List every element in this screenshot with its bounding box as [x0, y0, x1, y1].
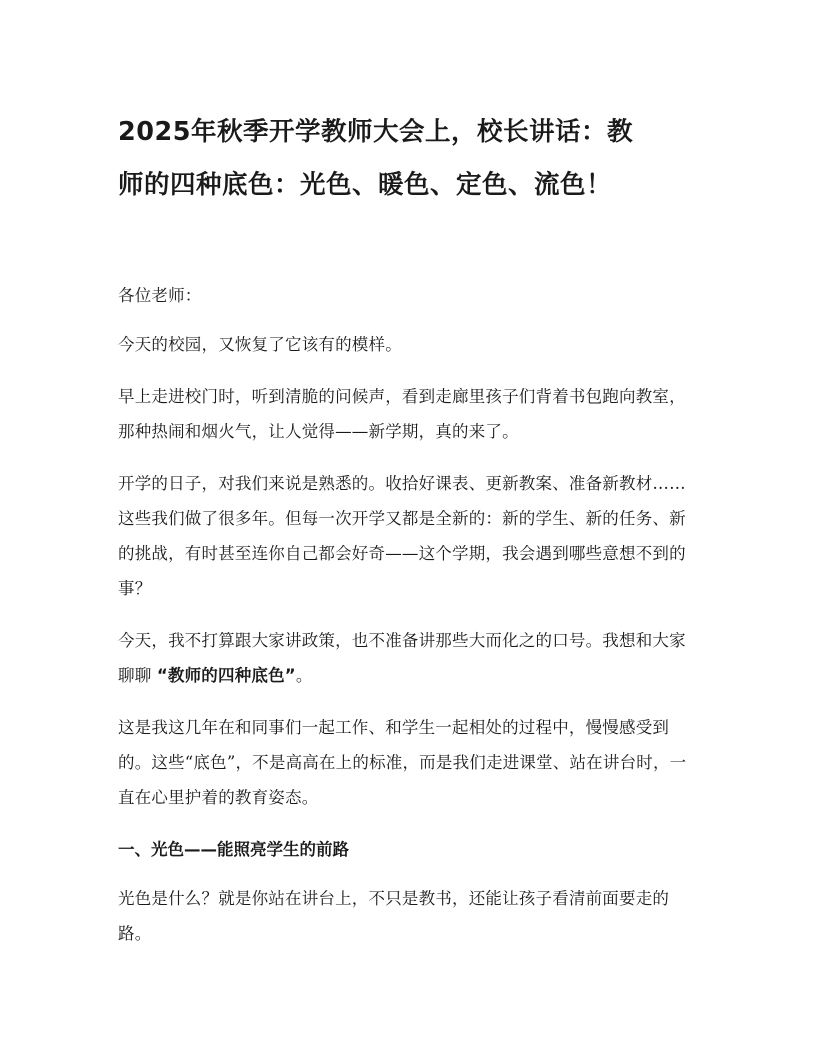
section-1-heading: 一、光色——能照亮学生的前路 — [118, 840, 349, 859]
greeting: 各位老师： — [118, 286, 202, 305]
document-body — [118, 278, 698, 968]
paragraph-4 — [118, 623, 698, 693]
title-line-1: 2025年秋季开学教师大会上，校长讲话：教 — [118, 117, 633, 147]
section-1-paragraph-1: 光色是什么？就是你站在讲台上，不只是教书，还能让孩子看清前面要走的路。 — [118, 889, 670, 943]
paragraph-1: 今天的校园，又恢复了它该有的模样。 — [118, 335, 402, 354]
paragraph-5: 这是我这几年在和同事们一起工作、和学生一起相处的过程中，慢慢感受到的。这些“底色”，不是高高在上的标准，而是我们走进课堂、站在讲台时，一直在心里护着的教育姿态。 — [118, 718, 687, 807]
paragraph-2: 早上走进校门时，听到清脆的问候声，看到走廊里孩子们背着书包跑向教室，那种热闹和烟火气，让人觉得——新学期，真的来了。 — [118, 387, 686, 441]
paragraph-4-emphasis: “教师的四种底色” — [156, 666, 296, 685]
document-title — [118, 106, 698, 212]
paragraph-4-text: 今天，我不打算跟大家讲政策，也不准备讲那些大而化之的口号。我想和大家聊聊 — [118, 631, 686, 685]
title-line-2: 师的四种底色：光色、暖色、定色、流色！ — [118, 170, 613, 200]
paragraph-4-end: 。 — [295, 666, 313, 685]
paragraph-3: 开学的日子，对我们来说是熟悉的。收拾好课表、更新教案、准备新教材……这些我们做了很多年。但每一次开学又都是全新的：新的学生、新的任务、新的挑战，有时甚至连你自己都会好奇——这个学期，我会遇到哪些意想不到的事？ — [118, 474, 686, 598]
